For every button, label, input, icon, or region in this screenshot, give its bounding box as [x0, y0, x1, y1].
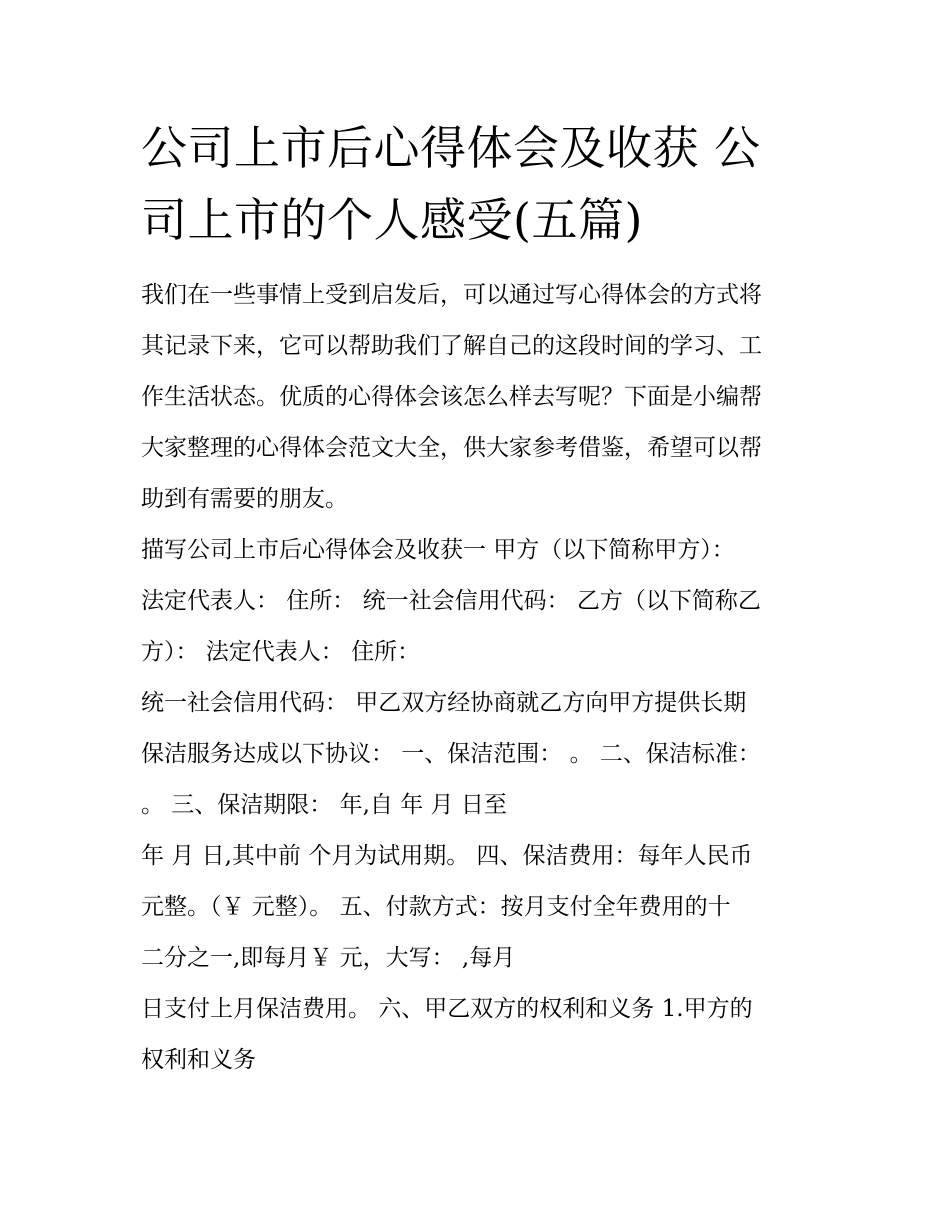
document-title: [141, 112, 816, 256]
document-body: [141, 270, 816, 1086]
body-line: 法定代表人： 住所： 统一社会信用代码： 乙方（以下简称乙: [141, 588, 761, 614]
body-line: 方）： 法定代表人： 住所：: [141, 639, 421, 665]
document-content: [141, 112, 816, 1086]
body-line: 权利和义务: [141, 1047, 256, 1073]
body-line: 日支付上月保洁费用。 六、甲乙双方的权利和义务 1.甲方的: [141, 996, 753, 1022]
body-line: 描写公司上市后心得体会及收获一 甲方（以下简称甲方）：: [141, 537, 735, 563]
body-line: 我们在一些事情上受到启发后，可以通过写心得体会的方式将: [141, 282, 762, 308]
body-line: 大家整理的心得体会范文大全，供大家参考借鉴，希望可以帮: [141, 435, 762, 461]
body-line: 统一社会信用代码： 甲乙双方经协商就乙方向甲方提供长期: [141, 690, 747, 716]
body-line: 作生活状态。优质的心得体会该怎么样去写呢？下面是小编帮: [141, 384, 762, 410]
body-line: 年 月 日,其中前 个月为试用期。 四、保洁费用：每年人民币: [141, 843, 753, 869]
title-line: 司上市的个人感受(五篇): [141, 193, 643, 247]
title-line: 公司上市后心得体会及收获 公: [141, 121, 761, 175]
body-line: 助到有需要的朋友。: [141, 486, 348, 512]
body-line: 其记录下来，它可以帮助我们了解自己的这段时间的学习、工: [141, 333, 762, 359]
body-line: 保洁服务达成以下协议： 一、保洁范围： 。 二、保洁标准：: [141, 741, 761, 767]
body-line: 二分之一,即每月￥ 元，大写： ,每月: [141, 945, 516, 971]
body-line: 元整。（￥ 元整）。 五、付款方式：按月支付全年费用的十: [141, 894, 731, 920]
body-line: 。 三、保洁期限： 年,自 年 月 日至: [141, 792, 507, 818]
